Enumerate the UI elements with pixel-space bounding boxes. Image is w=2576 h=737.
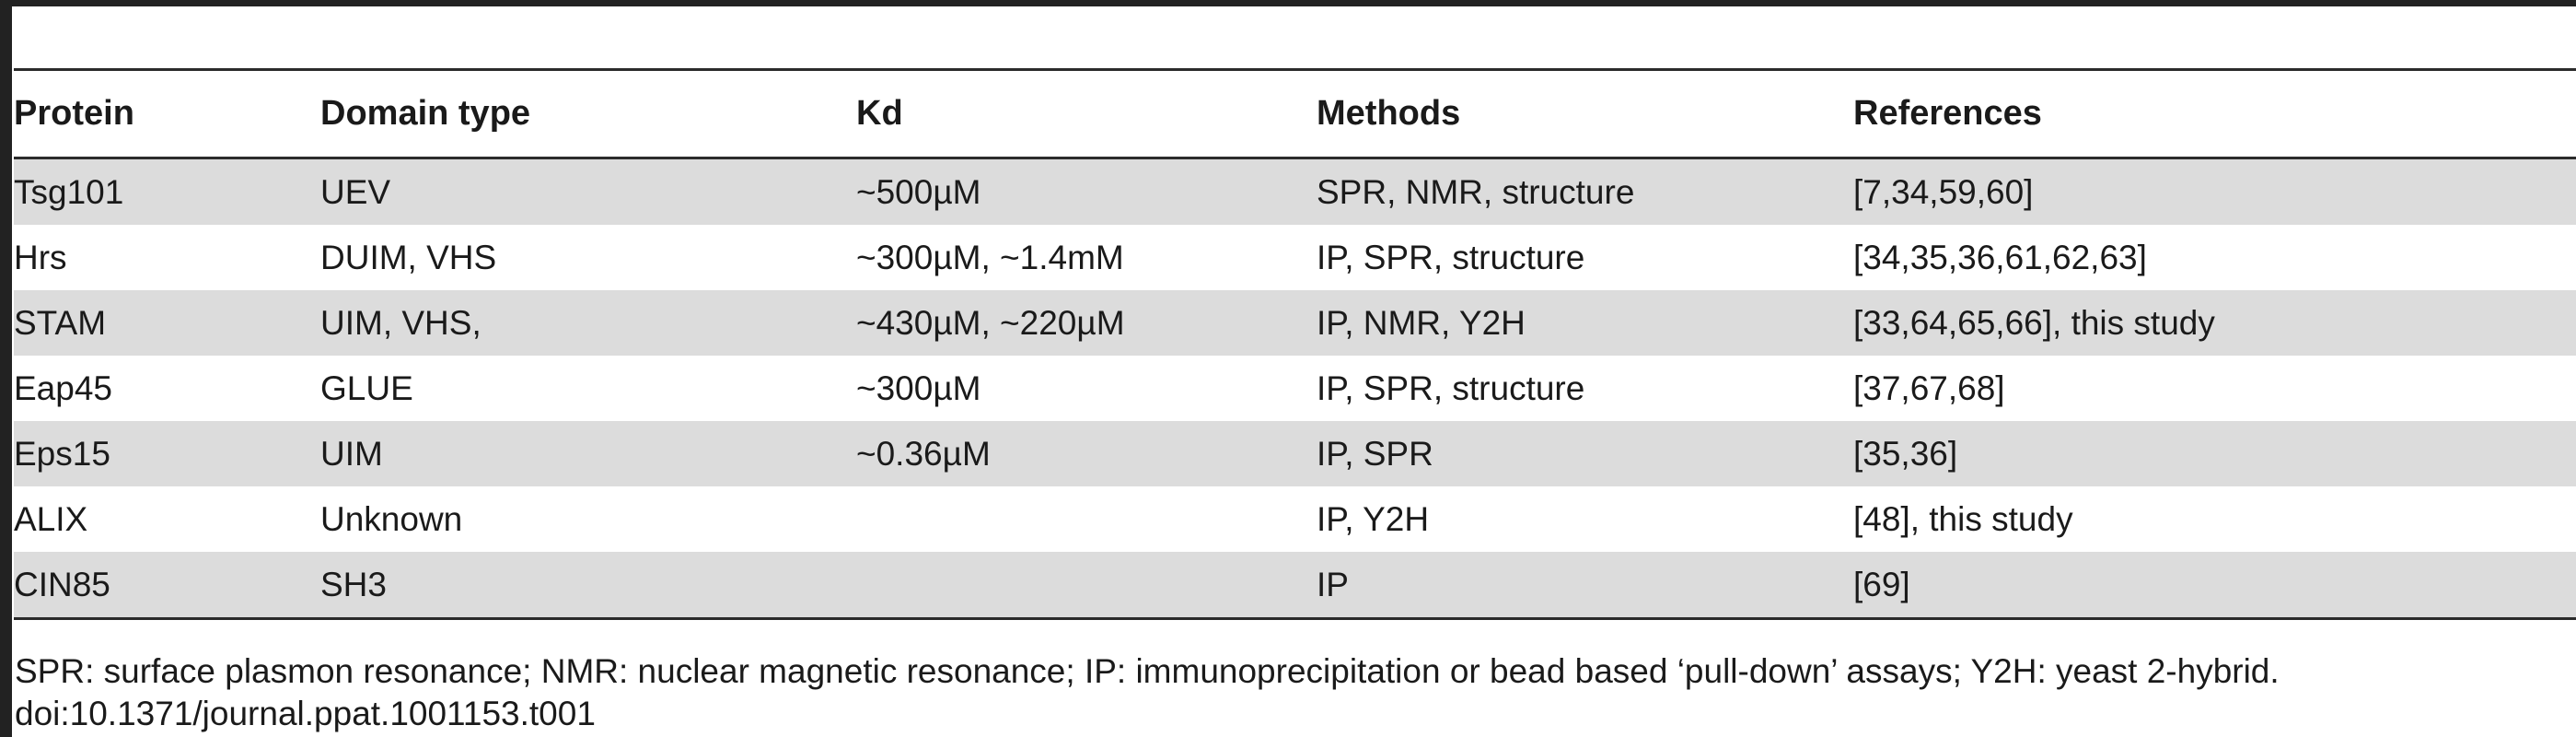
cell-kd <box>856 486 1317 552</box>
table-row <box>14 486 2576 552</box>
data-table-container <box>14 68 2576 620</box>
table-footnote <box>15 650 2280 735</box>
header-methods: Methods <box>1317 71 1853 158</box>
cell-references: [48], this study <box>1853 499 2073 538</box>
cell-references: [33,64,65,66], this study <box>1853 290 2576 356</box>
cell-kd <box>856 552 1317 619</box>
table-row <box>14 225 2576 290</box>
cell-kd: ~430µM, ~220µM <box>856 290 1317 356</box>
cell-methods: IP, Y2H <box>1317 499 1430 538</box>
cell-methods: IP, SPR <box>1317 421 1853 486</box>
cell-protein: ALIX <box>14 499 88 538</box>
cell-methods: IP, NMR, Y2H <box>1317 290 1853 356</box>
header-domain-type: Domain type <box>320 71 856 158</box>
cell-methods: IP, SPR, structure <box>1317 368 1585 407</box>
cell-domain-type: Unknown <box>320 499 463 538</box>
cell-protein: STAM <box>14 290 320 356</box>
cell-references: [35,36] <box>1853 421 2576 486</box>
cell-references: [37,67,68] <box>1853 368 2005 407</box>
table-header-row <box>14 71 2576 158</box>
header-protein: Protein <box>14 71 320 158</box>
cell-references: [7,34,59,60] <box>1853 158 2576 226</box>
cell-kd: ~500µM <box>856 158 1317 226</box>
cell-domain-type: SH3 <box>320 552 856 619</box>
cell-protein: Tsg101 <box>14 158 320 226</box>
cell-kd: ~300µM <box>856 368 981 407</box>
table-row <box>14 158 2576 226</box>
cell-domain-type: DUIM, VHS <box>320 238 497 276</box>
cell-references: [34,35,36,61,62,63] <box>1853 238 2147 276</box>
cell-kd: ~0.36µM <box>856 421 1317 486</box>
cell-kd: ~300µM, ~1.4mM <box>856 238 1124 276</box>
cell-protein: CIN85 <box>14 552 320 619</box>
doi-text[interactable]: doi:10.1371/journal.ppat.1001153.t001 <box>15 695 596 732</box>
cell-references: [69] <box>1853 552 2576 619</box>
abbreviations-note: SPR: surface plasmon resonance; NMR: nuclear magnetic resonance; IP: immunoprecipitation or bead based ‘pull-down’ assays; Y2H: yeast 2-hybrid. <box>15 652 2280 690</box>
top-border <box>0 0 2576 6</box>
cell-domain-type: UIM, VHS, <box>320 290 856 356</box>
table-row <box>14 290 2576 356</box>
cell-domain-type: GLUE <box>320 368 413 407</box>
cell-protein: Eps15 <box>14 421 320 486</box>
header-kd: Kd <box>856 71 1317 158</box>
table-row <box>14 552 2576 619</box>
protein-binding-table <box>14 71 2576 620</box>
header-references: References <box>1853 71 2576 158</box>
cell-protein: Eap45 <box>14 368 112 407</box>
cell-domain-type: UIM <box>320 421 856 486</box>
cell-protein: Hrs <box>14 238 67 276</box>
cell-methods: IP <box>1317 552 1853 619</box>
cell-methods: SPR, NMR, structure <box>1317 158 1853 226</box>
table-row <box>14 421 2576 486</box>
left-border <box>0 0 12 737</box>
table-row <box>14 356 2576 421</box>
cell-domain-type: UEV <box>320 158 856 226</box>
cell-methods: IP, SPR, structure <box>1317 238 1585 276</box>
